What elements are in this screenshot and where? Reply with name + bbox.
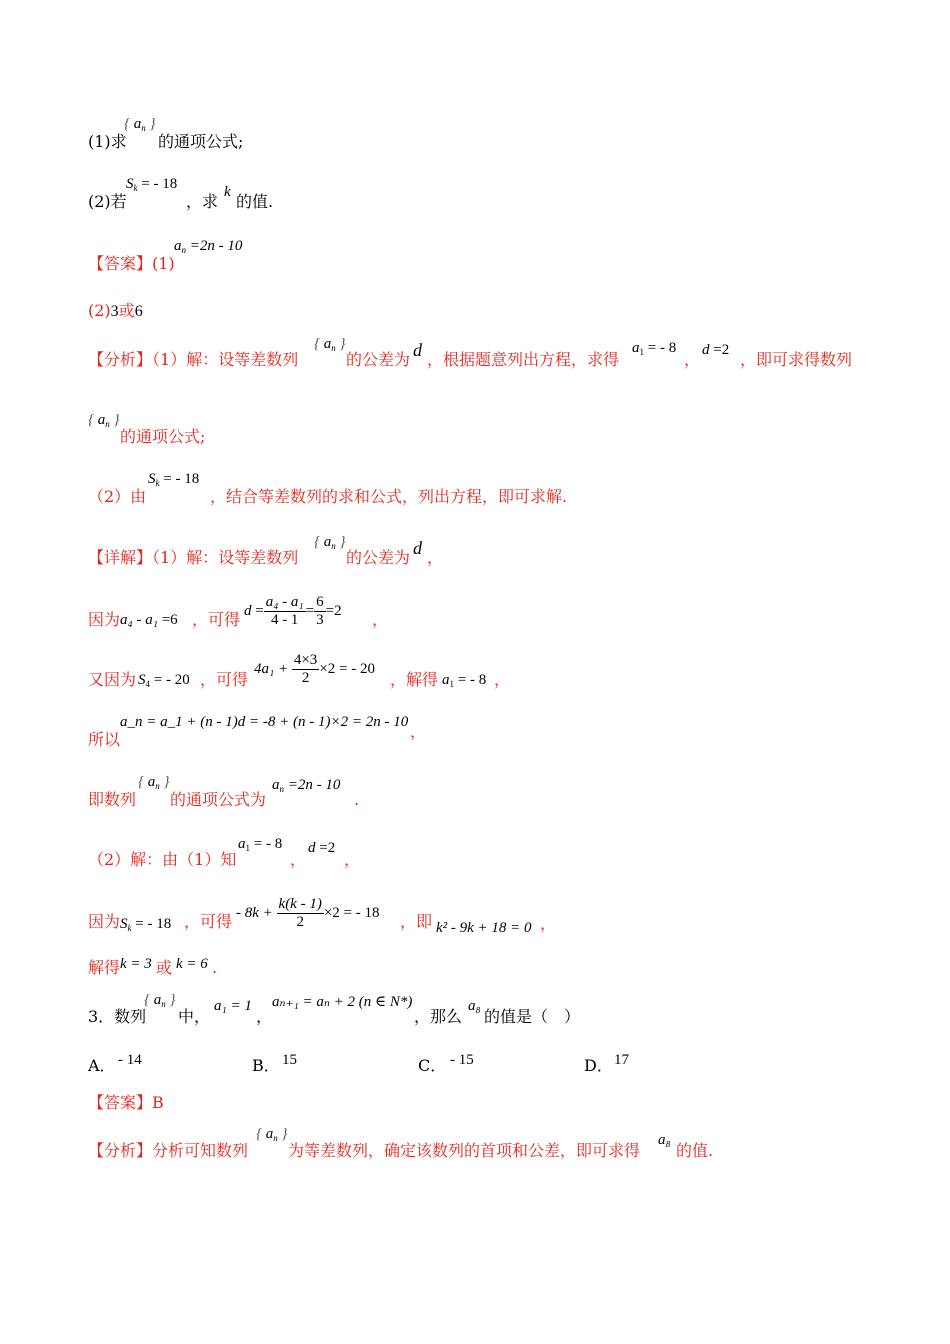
- q2-mid: ，求: [186, 192, 219, 211]
- answer-line-1: 【答案】(1): [88, 254, 175, 273]
- option-b[interactable]: B．: [252, 1056, 280, 1075]
- a1-eq-neg8: $a_1$ = - 8: [238, 836, 283, 853]
- q3-analysis-c: 的值.: [676, 1141, 714, 1160]
- q3-analysis: 【分析】分析可知数列: [88, 1141, 249, 1160]
- detail-line-1: 【详解】（1）解：设等差数列: [88, 548, 299, 567]
- s4-eq-neg20: $S_4$ = - 20: [138, 672, 190, 689]
- detail-line-2c: ，: [372, 610, 389, 629]
- detail-line-1b: 的公差为: [346, 548, 411, 567]
- detail-line-7c: ，即: [400, 912, 433, 931]
- detail-line-8-or: 或: [156, 958, 173, 977]
- detail-line-5c: .: [354, 790, 360, 809]
- k-eq-6: k = 6: [176, 956, 208, 972]
- q1-suffix: 的通项公式;: [158, 132, 244, 151]
- q3-mid1: 中，: [178, 1007, 211, 1026]
- q3-analysis-b: 为等差数列，确定该数列的首项和公差，即可求得: [288, 1141, 641, 1160]
- k-eq-3: k = 3: [120, 956, 152, 972]
- detail-line-7d: ，: [540, 914, 557, 933]
- detail-line-3c: ，解得: [390, 670, 439, 689]
- option-a[interactable]: A．: [88, 1056, 116, 1075]
- analysis-line-1d: ，: [684, 350, 701, 369]
- q2-suffix: 的值.: [236, 192, 274, 211]
- option-a-value: - 14: [118, 1052, 142, 1068]
- detail-line-2: 因为: [88, 610, 121, 629]
- analysis-line-3: （2）由: [88, 487, 147, 506]
- var-d: d: [413, 538, 422, 558]
- detail-line-6: （2）解：由（1）知: [88, 850, 237, 869]
- question-part-2: (2)若: [88, 192, 127, 211]
- detail-line-8-end: .: [212, 958, 218, 977]
- option-c[interactable]: C．: [418, 1056, 447, 1075]
- sk-eq-neg18: $S_k$ = - 18: [148, 471, 200, 488]
- d-eq-2: d =2: [308, 840, 336, 856]
- q3-end: 的值是（ ）: [484, 1007, 581, 1026]
- analysis-line-1b: 的公差为: [346, 350, 411, 369]
- a1-eq-neg8: $a_1$ = - 8: [442, 672, 487, 689]
- var-d: d: [413, 340, 422, 360]
- detail-line-7: 因为: [88, 912, 121, 931]
- seq-an: { $a_n$ }: [144, 992, 176, 1009]
- q3-mid2: ，那么: [414, 1007, 463, 1026]
- q1-prefix: (1)求: [88, 132, 127, 151]
- seq-an: { $a_n$ }: [124, 116, 156, 133]
- detail-line-7b: ，可得: [184, 912, 233, 931]
- answer-line-2: (2)3或6: [88, 301, 143, 320]
- a8: a₈: [658, 1132, 671, 1148]
- question-3: 3．数列: [88, 1007, 147, 1026]
- analysis-line-1c: ，根据题意列出方程，求得: [427, 350, 620, 369]
- detail-line-3b: ，可得: [200, 670, 249, 689]
- a4-minus-a1-eq6: a₄ - a₁ =6: [120, 612, 178, 628]
- detail-line-6b: ，: [290, 850, 307, 869]
- q3-answer: 【答案】B: [88, 1093, 164, 1112]
- option-b-value: 15: [282, 1052, 297, 1068]
- s4-sum-formula: 4a₁ + $\frac{4\times 3}{2}$ ×2 = - 20: [254, 652, 375, 686]
- answer-formula-1: $a_n =2n - 10$: [174, 238, 243, 255]
- analysis-line-2: 的通项公式;: [120, 427, 206, 446]
- option-c-value: - 15: [450, 1052, 474, 1068]
- an-formula: $a_n =2n - 10$: [272, 777, 341, 794]
- q3-sep: ，: [256, 1007, 273, 1026]
- seq-an: { $a_n$ }: [314, 336, 346, 353]
- detail-line-8: 解得: [88, 958, 121, 977]
- recurrence: aₙ₊₁ = aₙ + 2 (n ∈ N*): [272, 994, 413, 1010]
- question-part-1: [88, 132, 127, 152]
- detail-line-3d: ，: [494, 670, 511, 689]
- detail-line-4: 所以: [88, 730, 121, 749]
- detail-line-5: 即数列: [88, 790, 137, 809]
- detail-line-3: 又因为: [88, 670, 137, 689]
- sk-eq-neg18: $S_k$ = - 18: [120, 916, 172, 933]
- a1-eq-neg8: $a_1$ = - 8: [632, 340, 677, 357]
- seq-an: { $a_n$ }: [88, 412, 120, 429]
- quadratic-equation: k² - 9k + 18 = 0: [436, 920, 532, 936]
- d-fraction: d = $\frac{\text{a₄ - a₁}}{4 - 1}$ = $\frac{6}{3}$ =2: [244, 594, 342, 628]
- sk-eq-neg18: $S_k$ = - 18: [126, 176, 178, 193]
- detail-line-6c: ，: [344, 850, 361, 869]
- detail-line-1c: ，: [427, 548, 444, 567]
- seq-an: { $a_n$ }: [256, 1126, 288, 1143]
- analysis-line-1: 【分析】（1）解：设等差数列: [88, 350, 299, 369]
- option-d[interactable]: D．: [584, 1056, 613, 1075]
- detail-line-4b: ，: [410, 722, 427, 741]
- an-derivation: a_n = a_1 + (n - 1)d = -8 + (n - 1)×2 = 2n - 10: [120, 714, 409, 730]
- a8: a₈: [468, 998, 481, 1014]
- var-k: k: [224, 184, 231, 200]
- d-eq-2: d =2: [702, 342, 730, 358]
- detail-line-5b: 的通项公式为: [170, 790, 267, 809]
- analysis-line-1e: ，即可求得数列: [740, 350, 853, 369]
- seq-an: { $a_n$ }: [138, 774, 170, 791]
- option-d-value: 17: [614, 1052, 629, 1068]
- seq-an: { $a_n$ }: [314, 534, 346, 551]
- a1-eq-1: a₁ = 1: [214, 998, 252, 1014]
- sk-sum-formula: - 8k + $\frac{k(k - 1)}{2}$ ×2 = - 18: [236, 896, 380, 930]
- detail-line-2b: ，可得: [192, 610, 241, 629]
- analysis-line-3b: ，结合等差数列的求和公式，列出方程，即可求解.: [210, 487, 568, 506]
